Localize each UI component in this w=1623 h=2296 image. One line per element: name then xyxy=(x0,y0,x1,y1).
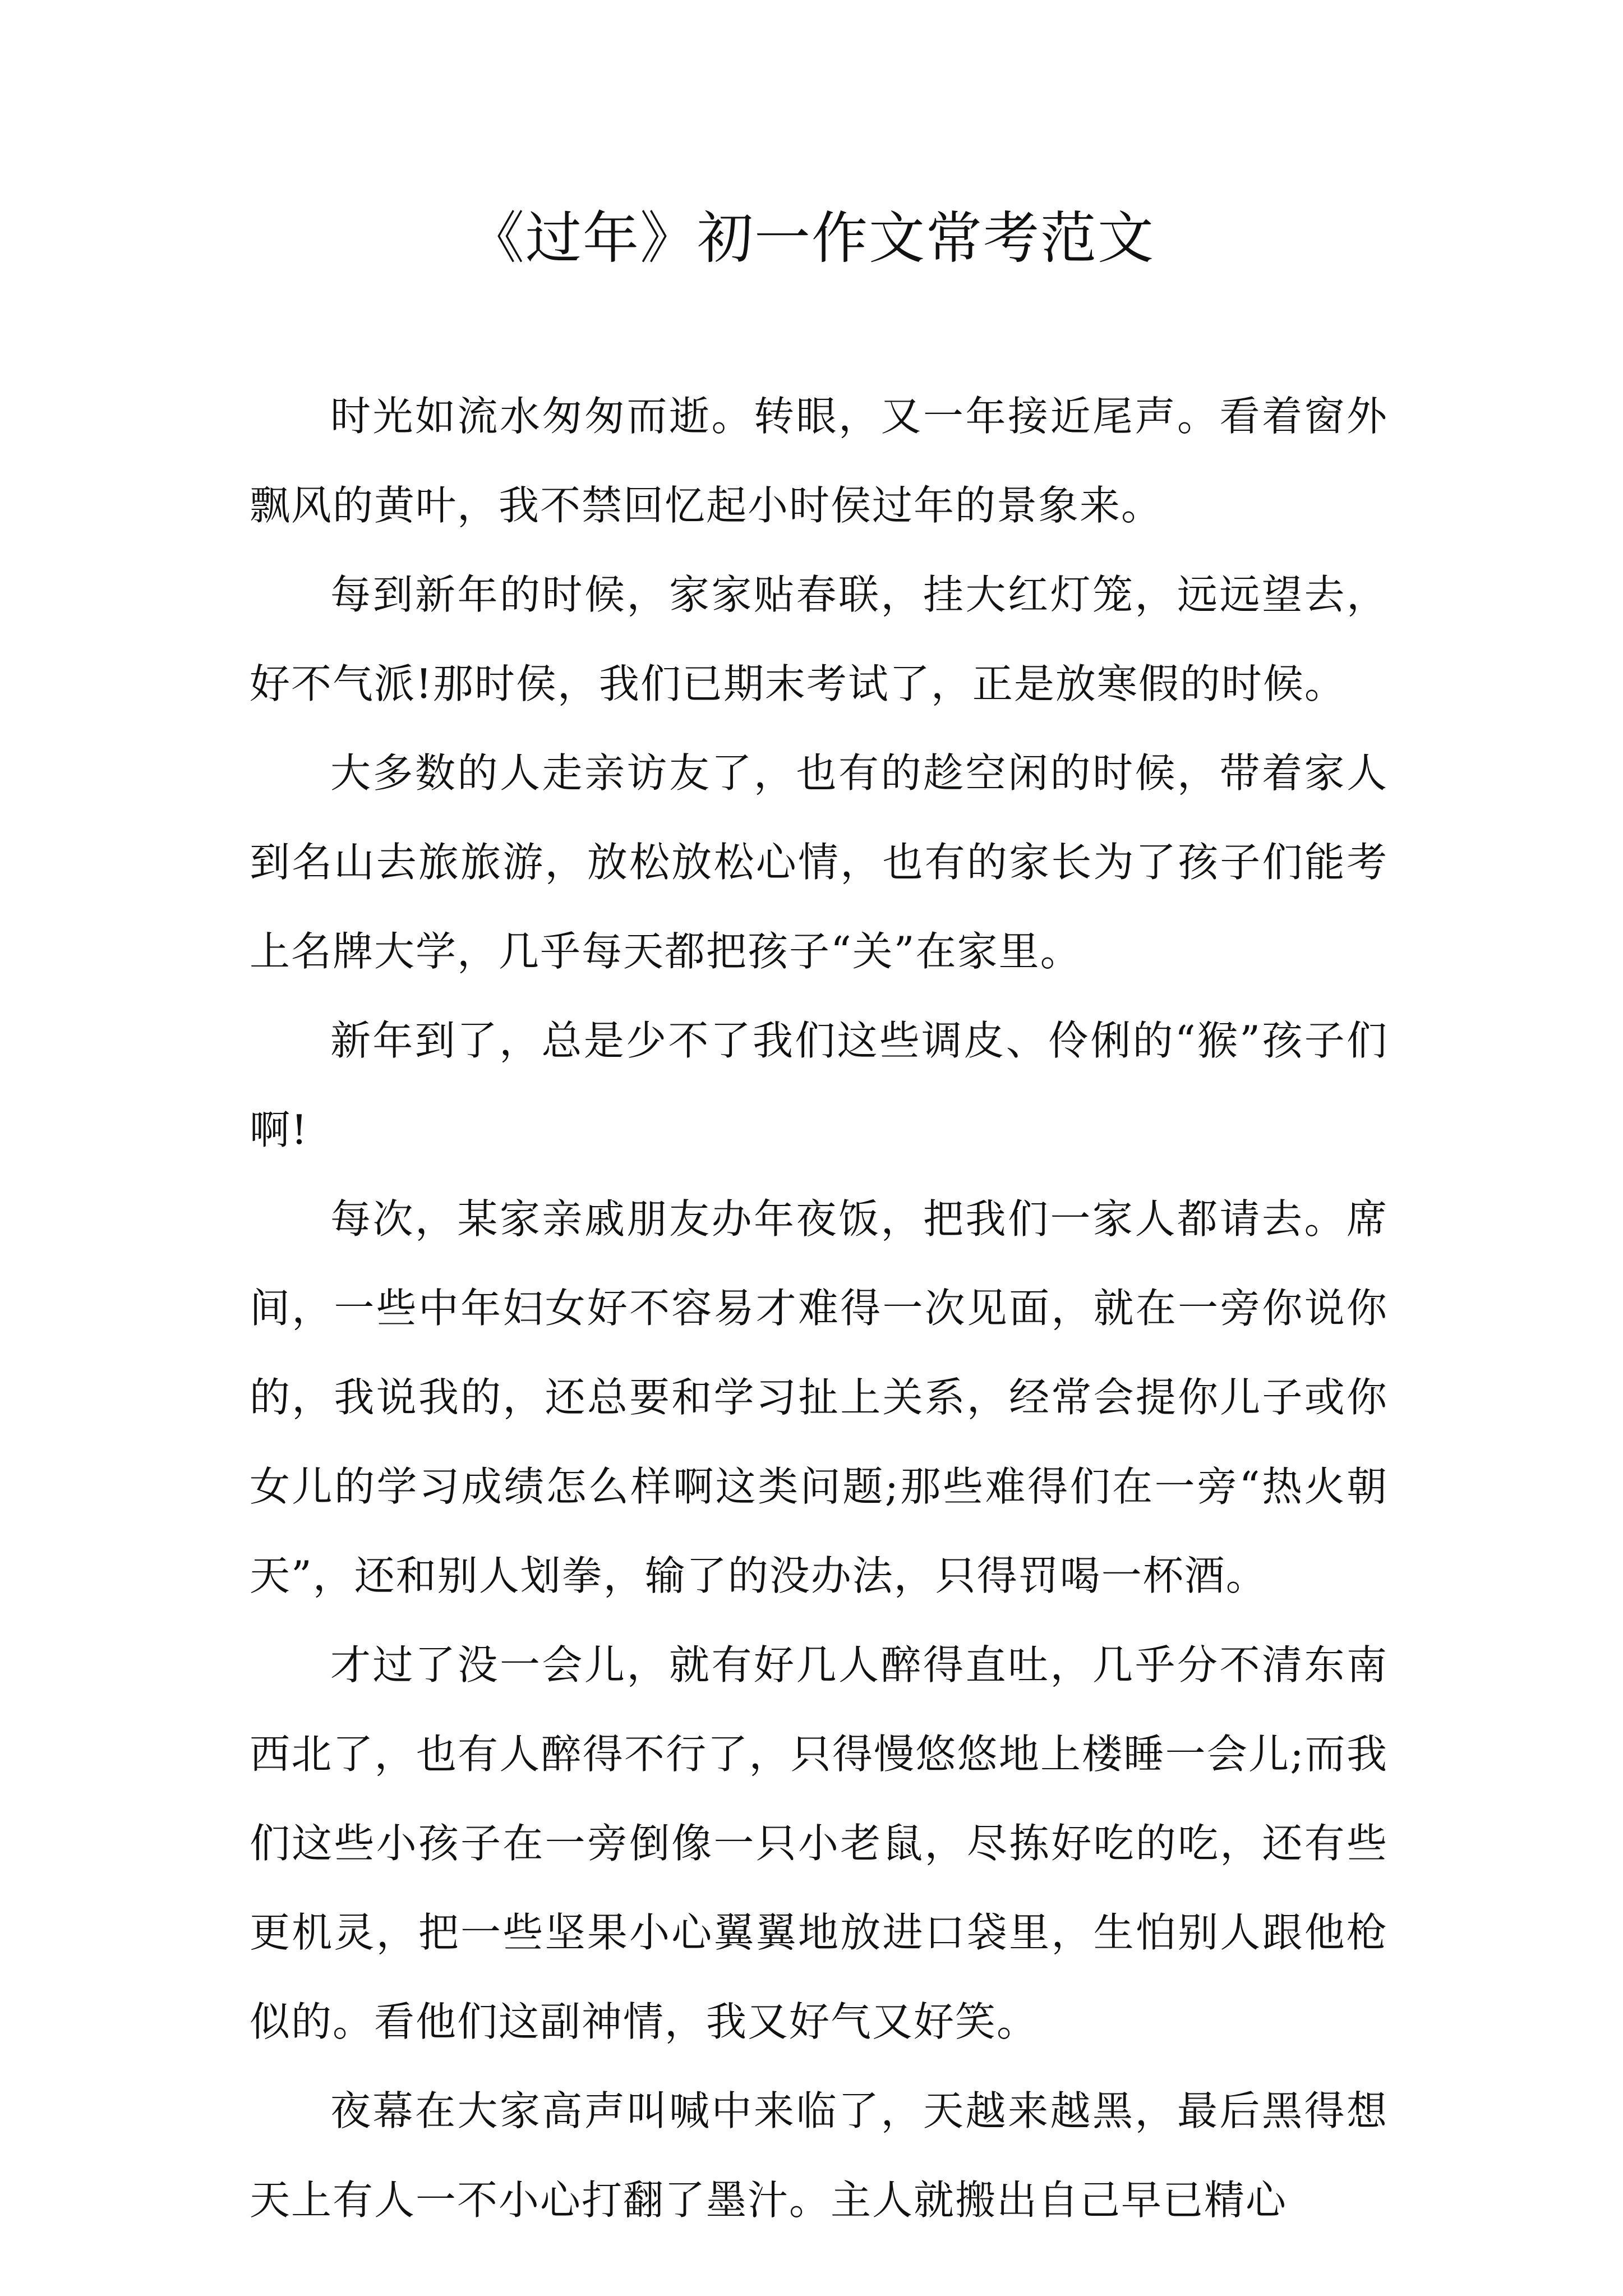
paragraph-6: 才过了没一会儿，就有好几人醉得直吐，几乎分不清东南西北了，也有人醉得不行了，只得慢悠悠地上楼睡一会儿;而我们这些小孩子在一旁倒像一只小老鼠，尽拣好吃的吃，还有些更机灵，把一些坚果小心翼翼地放进口袋里，生怕别人跟他枪似的。看他们这副神情，我又好气又好笑。 xyxy=(250,1641,1388,2045)
paragraph-2: 每到新年的时候，家家贴春联，挂大红灯笼，远远望去，好不气派!那时侯，我们已期末考试了，正是放寒假的时候。 xyxy=(250,571,1388,707)
paragraph-4: 新年到了，总是少不了我们这些调皮、伶俐的“猴”孩子们啊! xyxy=(250,1017,1388,1153)
document-title: 《过年》初一作文常考范文 xyxy=(468,205,1155,271)
paragraph-3: 大多数的人走亲访友了，也有的趁空闲的时候，带着家人到名山去旅旅游，放松放松心情，也有的家长为了孩子们能考上名牌大学，几乎每天都把孩子“关”在家里。 xyxy=(250,749,1388,975)
paragraph-1: 时光如流水匆匆而逝。转眼，又一年接近尾声。看着窗外飘风的黄叶，我不禁回忆起小时侯过年的景象来。 xyxy=(250,393,1388,529)
document-body xyxy=(250,372,1388,2245)
paragraph-5: 每次，某家亲戚朋友办年夜饭，把我们一家人都请去。席间，一些中年妇女好不容易才难得一次见面，就在一旁你说你的，我说我的，还总要和学习扯上关系，经常会提你儿子或你女儿的学习成绩怎么样啊这类问题;那些难得们在一旁“热火朝天”，还和别人划拳，输了的没办法，只得罚喝一杯酒。 xyxy=(250,1195,1388,1599)
paragraph-7: 夜幕在大家高声叫喊中来临了，天越来越黑，最后黑得想天上有人一不小心打翻了墨汁。主人就搬出自己早已精心 xyxy=(250,2087,1388,2224)
